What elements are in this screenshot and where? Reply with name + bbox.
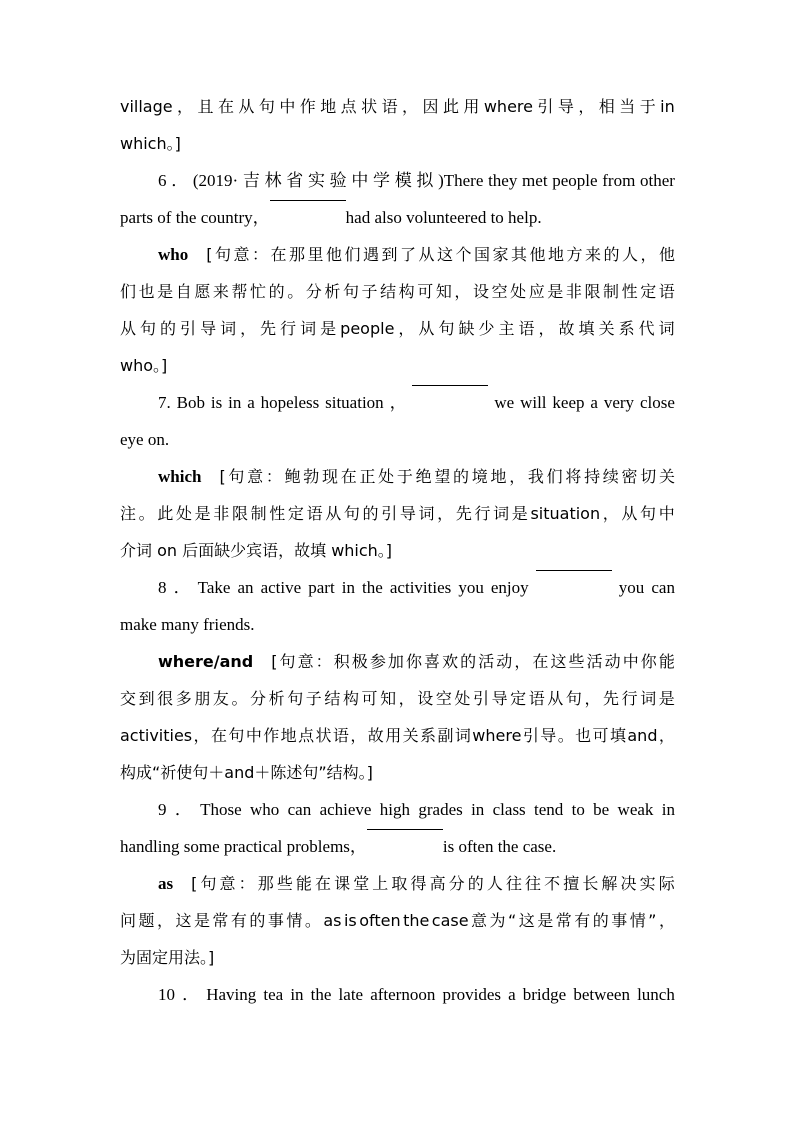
text-line [120, 88, 675, 125]
justified-run: 交 到 很 多 朋 友 。 分 析 句 子 结 构 可 知 ， 设 空 处 引 导 定 语 从 句 ， 先 行 词 是 [120, 689, 675, 708]
text-line [120, 384, 675, 421]
line-text: 构成“祈使句＋and＋陈述句”结构。] [120, 763, 373, 782]
fill-in-blank [367, 828, 443, 830]
text-line [120, 606, 675, 643]
line-text: make many friends. [120, 615, 255, 634]
line-text: parts of the country， [120, 208, 270, 227]
justified-run: 9 ． Those who can achieve high grades in class tend to be weak in [158, 800, 675, 819]
text-line [120, 310, 675, 347]
justified-run: 6 ． (2019· 吉 林 省 实 验 中 学 模 拟 )There they met people from other [158, 171, 675, 190]
justified-run: 们 也 是 自 愿 来 帮 忙 的 。 分 析 句 子 结 构 可 知 ， 设 空 处 应 是 非 限 制 性 定 语 [120, 282, 675, 301]
text-line [120, 273, 675, 310]
text-line [120, 199, 675, 236]
text-line [120, 236, 675, 273]
text-line [120, 347, 675, 384]
text-line [120, 976, 675, 1013]
line-text: 为固定用法。] [120, 948, 215, 967]
answer-word: which [158, 467, 202, 486]
justified-run: [ 句 意 ： 那 些 能 在 课 堂 上 取 得 高 分 的 人 往 往 不 擅 长 解 决 实 际 [191, 874, 675, 893]
fill-in-blank [412, 384, 488, 386]
line-text: handling some practical problems， [120, 837, 367, 856]
answer-word: as [158, 874, 174, 893]
justified-run: [ 句 意 ： 在 那 里 他 们 遇 到 了 从 这 个 国 家 其 他 地 方 来 的 人 ， 他 [206, 245, 675, 264]
justified-run: 7. Bob is in a hopeless situation ， we will keep a very close [158, 384, 675, 421]
document-page [120, 88, 675, 1013]
line-text: who。] [120, 356, 168, 375]
text-line [120, 532, 675, 569]
text-line [120, 680, 675, 717]
answer-word: where/and [158, 652, 254, 671]
justified-run: [ 句 意 ： 积 极 参 加 你 喜 欢 的 活 动 ， 在 这 些 活 动 中 你 能 [271, 652, 675, 671]
fill-in-blank [536, 569, 612, 571]
text-line [120, 125, 675, 162]
justified-run: activities ， 在 句 中 作 地 点 状 语 ， 故 用 关 系 副 词 where 引 导 。 也 可 填 and ， [120, 726, 675, 745]
text-line [120, 939, 675, 976]
justified-run: 10 ． Having tea in the late afternoon provides a bridge between lunch [158, 985, 675, 1004]
text-line [120, 791, 675, 828]
justified-run: 从 句 的 引 导 词 ， 先 行 词 是 people ， 从 句 缺 少 主 语 ， 故 填 关 系 代 词 [120, 319, 675, 338]
line-text: which。] [120, 134, 181, 153]
text-line [120, 828, 675, 865]
text-line [120, 643, 675, 680]
text-line [120, 495, 675, 532]
text-line [120, 421, 675, 458]
text-line [120, 458, 675, 495]
justified-run: 8 ． Take an active part in the activities you enjoy you can [158, 569, 675, 606]
line-text: eye on. [120, 430, 170, 449]
text-line [120, 569, 675, 606]
answer-word: who [158, 245, 189, 264]
text-line [120, 865, 675, 902]
text-line [120, 717, 675, 754]
text-line [120, 754, 675, 791]
text-line [120, 162, 675, 199]
justified-run: 注 。 此 处 是 非 限 制 性 定 语 从 句 的 引 导 词 ， 先 行 词 是 situation ， 从 句 中 [120, 504, 675, 523]
line-text: 介词 on 后面缺少宾语，故填 which。] [120, 541, 393, 560]
line-text-after-blank: is often the case. [442, 837, 557, 856]
text-line [120, 902, 675, 939]
justified-run: [ 句 意 ： 鲍 勃 现 在 正 处 于 绝 望 的 境 地 ， 我 们 将 持 续 密 切 关 [219, 467, 675, 486]
justified-run: village ， 且 在 从 句 中 作 地 点 状 语 ， 因 此 用 where 引 导 ， 相 当 于 in [120, 97, 675, 116]
justified-run: 问 题 ， 这 是 常 有 的 事 情 。 as is often the case 意 为 “ 这 是 常 有 的 事 情 ” ， [120, 911, 675, 930]
line-text-after-blank: had also volunteered to help. [345, 208, 542, 227]
fill-in-blank [270, 199, 346, 201]
